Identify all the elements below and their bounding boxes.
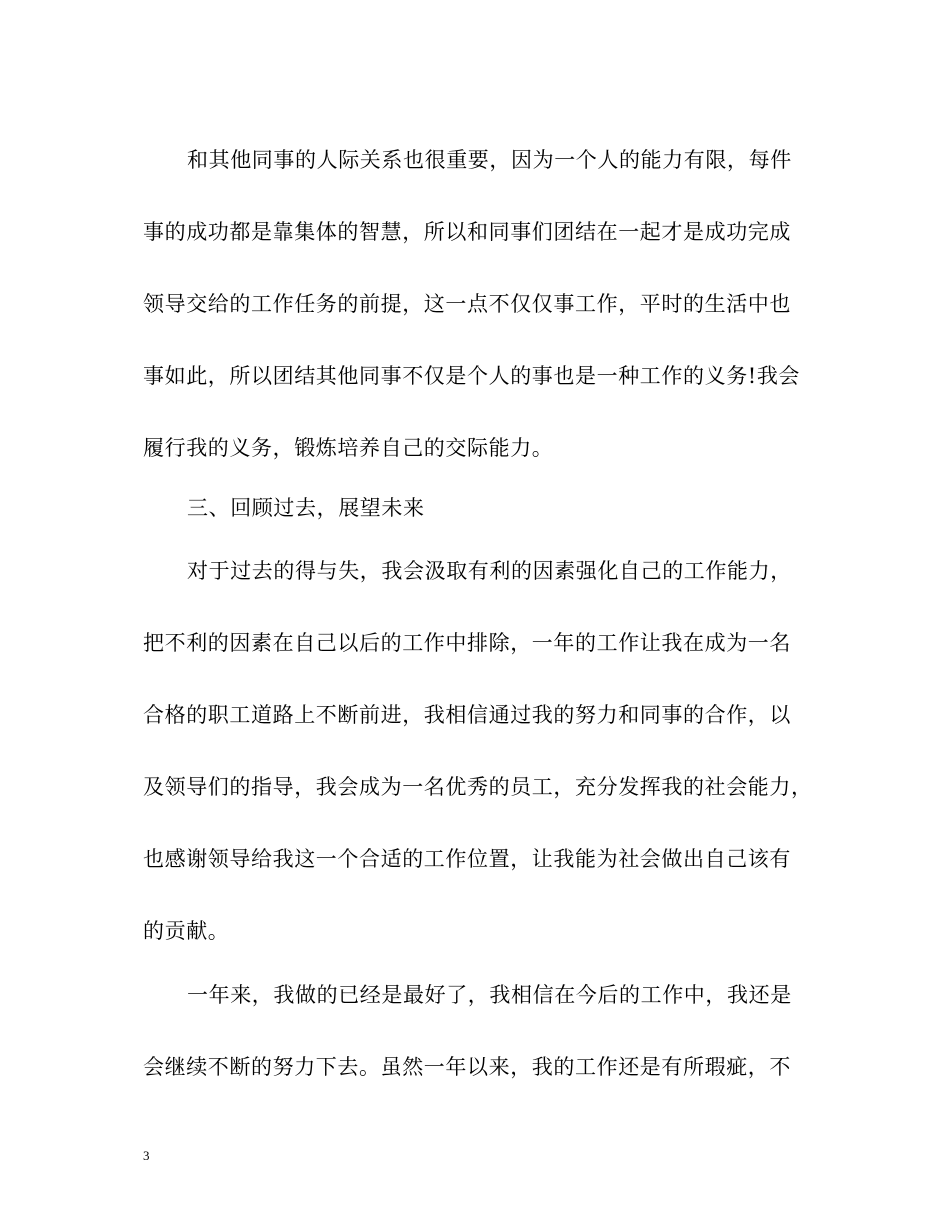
text-line: 把不利的因素在自己以后的工作中排除，一年的工作让我在成为一名 — [143, 631, 791, 655]
text-line: 事的成功都是靠集体的智慧，所以和同事们团结在一起才是成功完成 — [143, 220, 791, 244]
text-line: 也感谢领导给我这一个合适的工作位置，让我能为社会做出自己该有 — [143, 847, 791, 871]
text-line: 事如此，所以团结其他同事不仅是个人的事也是一种工作的义务!我会 — [143, 364, 801, 388]
text-line: 和其他同事的人际关系也很重要，因为一个人的能力有限，每件 — [187, 148, 792, 172]
text-line: 领导交给的工作任务的前提，这一点不仅仅事工作，平时的生活中也 — [143, 292, 791, 316]
text-line: 的贡献。 — [143, 919, 230, 943]
text-line: 及领导们的指导，我会成为一名优秀的员工，充分发挥我的社会能力， — [143, 775, 813, 799]
page-number: 3 — [143, 1148, 150, 1163]
text-line: 对于过去的得与失，我会汲取有利的因素强化自己的工作能力， — [187, 559, 792, 583]
section-heading: 三、回顾过去，展望未来 — [187, 496, 425, 520]
text-line: 一年来，我做的已经是最好了，我相信在今后的工作中，我还是 — [187, 983, 792, 1007]
text-line: 履行我的义务，锻炼培养自己的交际能力。 — [143, 436, 554, 460]
text-line: 合格的职工道路上不断前进，我相信通过我的努力和同事的合作，以 — [143, 703, 791, 727]
text-line: 会继续不断的努力下去。虽然一年以来，我的工作还是有所瑕疵，不 — [143, 1055, 791, 1079]
